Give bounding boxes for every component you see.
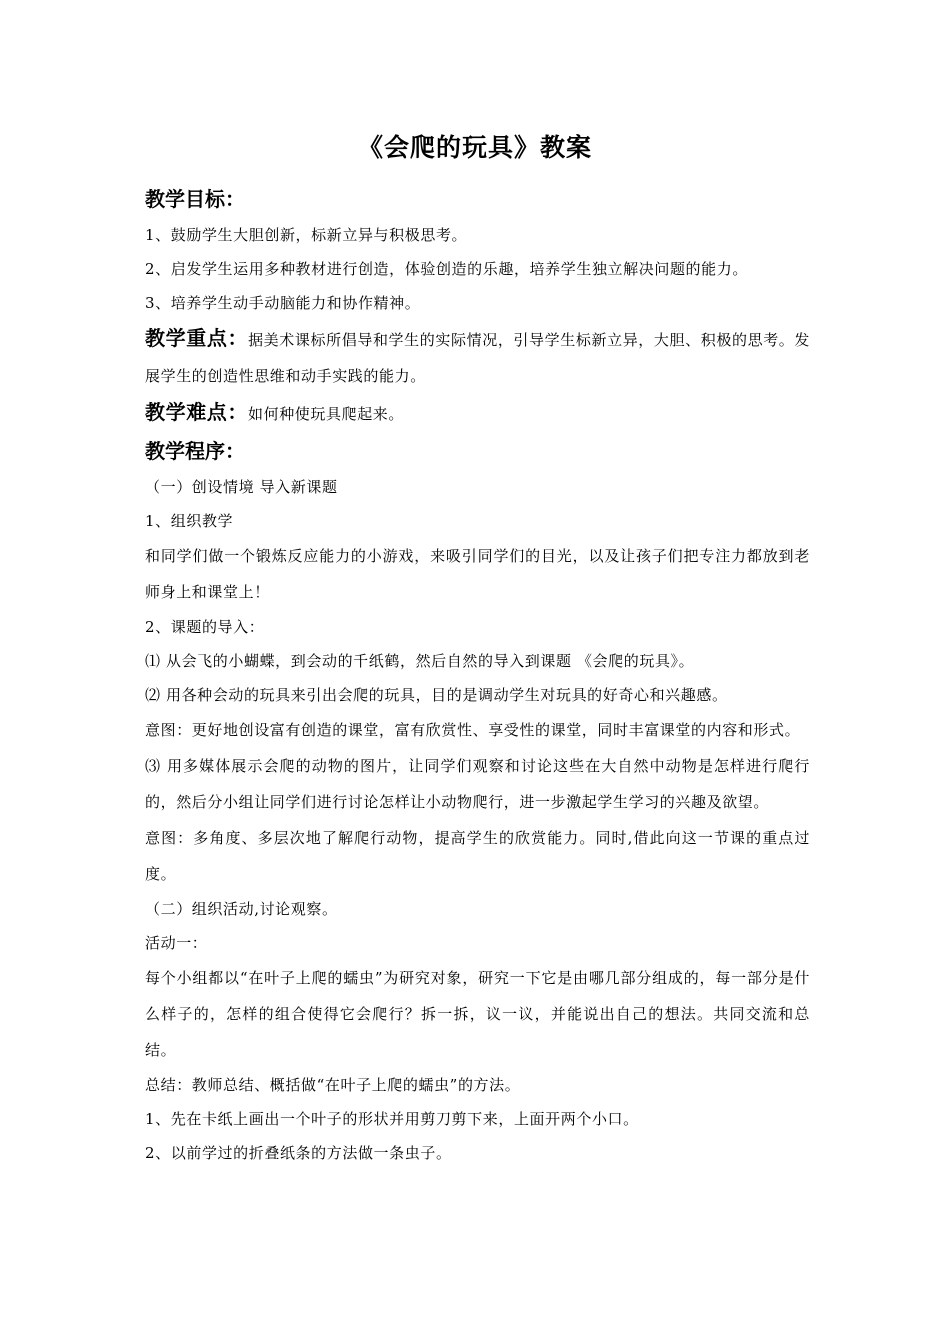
objectives-heading: 教学目标： (145, 187, 245, 211)
procedure-line-12: 每个小组都以“在叶子上爬的蠕虫”为研究对象，研究一下它是由哪几部分组成的，每一部分是什么样子的，怎样的组合使得它会爬行？拆一拆，议一议，并能说出自己的想法。共同交流和总结。 (145, 969, 810, 1059)
objective-item-3: 3、培养学生动手动脑能力和协作精神。 (145, 294, 421, 312)
document-body (145, 180, 810, 1170)
procedure-line-13: 总结：教师总结、概括做“在叶子上爬的蠕虫”的方法。 (145, 1076, 521, 1094)
key-points-heading: 教学重点： (145, 326, 249, 350)
procedure-line-4: 2、课题的导入： (145, 618, 265, 636)
key-points-paragraph (145, 320, 810, 394)
procedure-line-6: ⑵ 用各种会动的玩具来引出会爬的玩具，目的是调动学生对玩具的好奇心和兴趣感。 (145, 686, 728, 704)
procedure-line-15: 2、以前学过的折叠纸条的方法做一条虫子。 (145, 1144, 452, 1162)
procedure-line-11: 活动一： (145, 934, 208, 952)
objective-item-2: 2、启发学生运用多种教材进行创造，体验创造的乐趣，培养学生独立解决问题的能力。 (145, 260, 748, 278)
procedure-line-2: 1、组织教学 (145, 512, 234, 530)
difficulties-text: 如何种使玩具爬起来。 (248, 405, 405, 423)
procedure-line-9: 意图：多角度、多层次地了解爬行动物，提高学生的欣赏能力。同时,借此向这一节课的重点过度。 (145, 829, 810, 883)
procedure-line-8: ⑶ 用多媒体展示会爬的动物的图片，让同学们观察和讨论这些在大自然中动物是怎样进行爬行的，然后分小组让同学们进行讨论怎样让小动物爬行，进一步激起学生学习的兴趣及欲望。 (145, 757, 810, 811)
document-title: 《会爬的玩具》教案 (357, 133, 592, 162)
procedure-line-1: （一）创设情境 导入新课题 (145, 478, 338, 496)
difficulties-paragraph (145, 394, 810, 432)
procedure-line-14: 1、先在卡纸上画出一个叶子的形状并用剪刀剪下来，上面开两个小口。 (145, 1110, 639, 1128)
procedure-line-5: ⑴ 从会飞的小蝴蝶，到会动的千纸鹤，然后自然的导入到课题 《会爬的玩具》。 (145, 652, 695, 670)
procedure-line-7: 意图：更好地创设富有创造的课堂，富有欣赏性、享受性的课堂，同时丰富课堂的内容和形式。 (145, 721, 801, 739)
objective-item-1: 1、鼓励学生大胆创新，标新立异与积极思考。 (145, 226, 468, 244)
procedure-heading: 教学程序： (145, 439, 245, 463)
procedure-line-3: 和同学们做一个锻炼反应能力的小游戏，来吸引同学们的目光，以及让孩子们把专注力都放到老师身上和课堂上！ (145, 547, 810, 601)
difficulties-heading: 教学难点： (145, 400, 248, 424)
key-points-text: 据美术课标所倡导和学生的实际情况，引导学生标新立异，大胆、积极的思考。发展学生的创造性思维和动手实践的能力。 (145, 331, 811, 385)
procedure-line-10: （二）组织活动,讨论观察。 (145, 900, 338, 918)
